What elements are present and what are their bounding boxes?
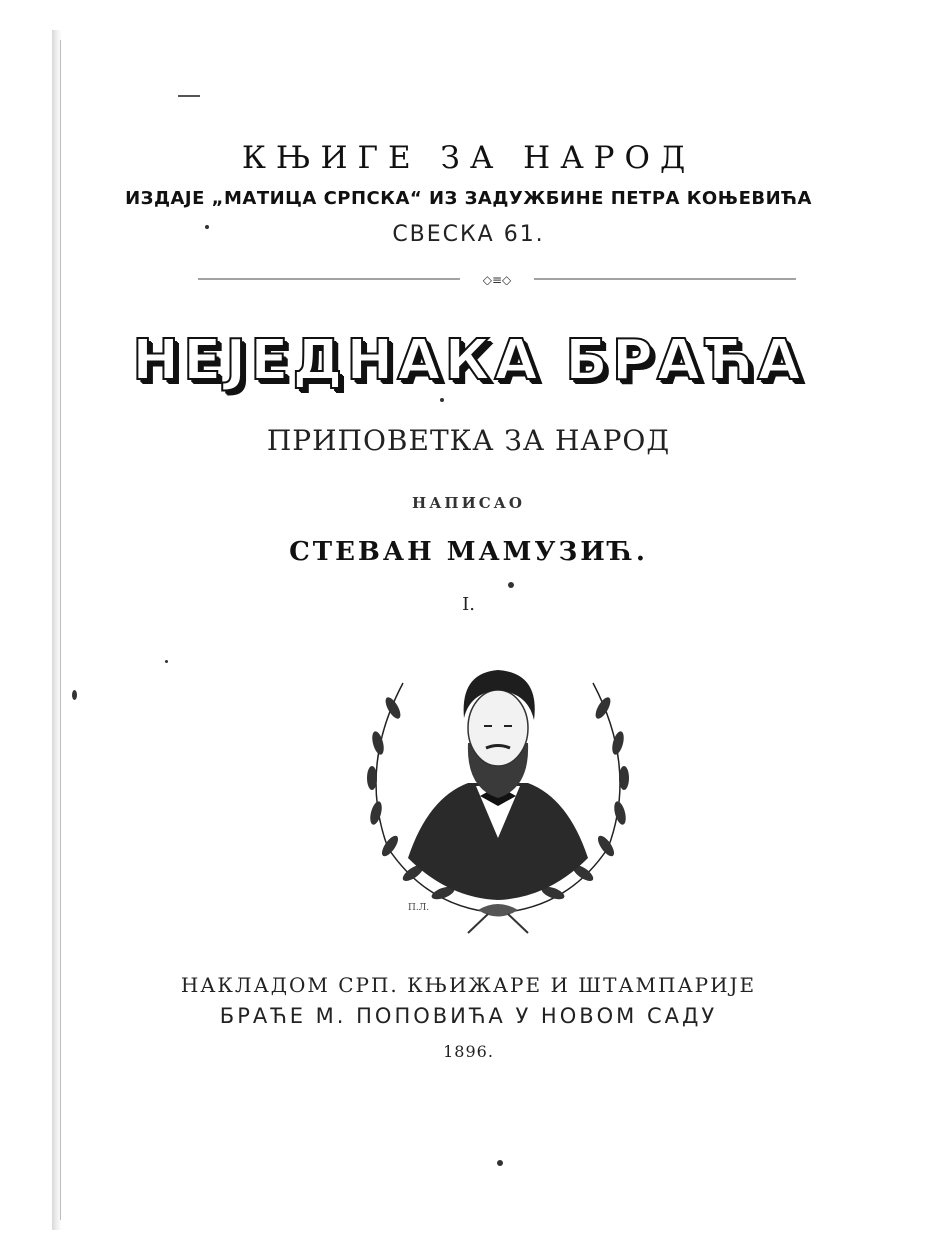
author-portrait-icon — [348, 648, 648, 938]
engraver-signature: П.Л. — [408, 903, 430, 913]
wrote-label: НАПИСАО — [412, 494, 525, 512]
author-name: СТЕВАН МАМУЗИЋ. — [289, 537, 648, 567]
book-subtitle: ПРИПОВЕТКА ЗА НАРОД — [266, 424, 671, 457]
book-title: НЕЈЕДНАКА БРАЋА — [132, 328, 805, 393]
print-speck — [72, 690, 77, 700]
volume-number: СВЕСКА 61. — [392, 222, 545, 247]
ornamental-divider — [198, 273, 796, 285]
publisher-line: ИЗДАЈЕ „МАТИЦА СРПСКА“ ИЗ ЗАДУЖБИНЕ ПЕТРА КОЊЕВИЋА — [125, 188, 812, 209]
publication-year: 1896. — [443, 1042, 494, 1061]
imprint-line-1: НАКЛАДОМ СРП. КЊИЖАРЕ И ШТАМПАРИЈЕ — [180, 973, 757, 997]
print-speck — [165, 660, 168, 663]
print-speck — [497, 1160, 503, 1166]
print-speck — [508, 582, 514, 588]
corner-mark — [178, 95, 200, 97]
print-speck — [440, 398, 444, 402]
series-title: КЊИГЕ ЗА НАРОД — [241, 140, 696, 176]
print-speck — [205, 225, 209, 229]
imprint-line-2: БРАЋЕ М. ПОПОВИЋА У НОВОМ САДУ — [219, 1004, 718, 1028]
divider-ornament: ◇≡◇ — [482, 273, 512, 285]
part-number: I. — [462, 594, 475, 615]
